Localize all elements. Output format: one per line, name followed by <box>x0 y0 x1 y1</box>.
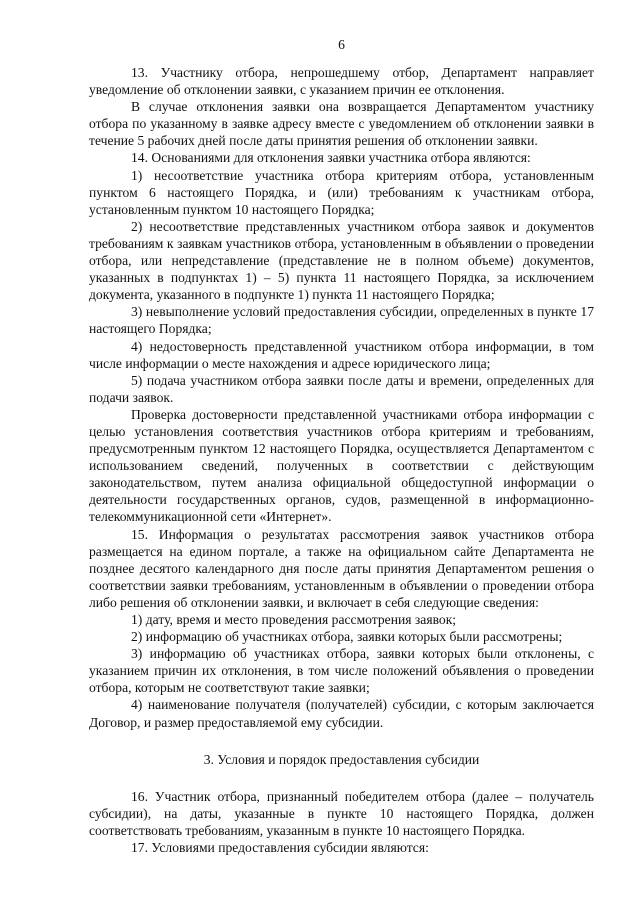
paragraph-15-item-4: 4) наименование получателя (получателей) субсидии, с которым заключается Договор, и размер предоставляемой ему субсидии. <box>89 697 594 730</box>
paragraph-13: 13. Участнику отбора, непрошедшему отбор, Департамент направляет уведомление об отклонении заявки, с указанием причин ее отклонения. <box>89 65 594 98</box>
body-text-before <box>89 64 594 731</box>
paragraph-14-item-4: 4) недостоверность представленной участником отбора информации, в том числе информации о месте нахождения и адресе юридического лица; <box>89 338 594 371</box>
paragraph-verification: Проверка достоверности представленной участниками отбора информации с целью установления соответствия участников отбора критериям и требованиям, предусмотренным пунктом 12 настоящего Порядка, осуществляется Департаментом с использованием сведений, полученных в соответствии с действующим законодательством, путем анализа официальной общедоступной информации о деятельности государственных органов, судов, размещенной в информационно-телекоммуникационной сети «Интернет». <box>89 406 594 525</box>
paragraph-15-item-2: 2) информацию об участниках отбора, заявки которых были рассмотрены; <box>131 629 563 645</box>
paragraph-15: 15. Информация о результатах рассмотрения заявок участников отбора размещается на едином портале, а также на официальном сайте Департамента не позднее десятого календарного дня после даты принятия Департаментом решения о соответствии заявки требованиям, установленным в объявлении о проведении отбора либо решения об отклонении заявки, и включает в себя следующие сведения: <box>89 526 594 610</box>
paragraph-15-item-3: 3) информацию об участниках отбора, заявки которых были отклонены, с указанием причин их отклонения, в том числе положений объявления о проведении отбора, которым не соответствуют такие заявки; <box>89 646 594 696</box>
paragraph-13-return: В случае отклонения заявки она возвращается Департаментом участнику отбора по указанному в заявке адресу вместе с уведомлением об отклонении заявки в течение 5 рабочих дней после даты принятия решения об отклонении заявки. <box>89 99 594 149</box>
body-text-after <box>89 788 594 856</box>
paragraph-17: 17. Условиями предоставления субсидии являются: <box>131 839 429 855</box>
paragraph-14-item-2: 2) несоответствие представленных участником отбора заявок и документов требованиям к заявкам участников отбора, установленным в объявлении о проведении отбора, или непредставление (представление не в полном объеме) документов, указанных в подпунктах 1) – 5) пункта 11 настоящего Порядка, за исключением документа, указанного в подпункте 1) пункта 11 настоящего Порядка; <box>89 218 594 303</box>
paragraph-14-item-3: 3) невыполнение условий предоставления субсидии, определенных в пункте 17 настоящего Порядка; <box>89 304 594 337</box>
page-number: 6 <box>338 37 345 52</box>
paragraph-16: 16. Участник отбора, признанный победителем отбора (далее – получатель субсидии), на даты, указанные в пункте 10 настоящего Порядка, должен соответствовать требованиям, указанным в пункте 10 настоящего Порядка. <box>89 788 594 838</box>
paragraph-15-item-1: 1) дату, время и место проведения рассмотрения заявок; <box>131 612 457 627</box>
paragraph-14: 14. Основаниями для отклонения заявки участника отбора являются: <box>131 150 531 166</box>
paragraph-14-item-1: 1) несоответствие участника отбора критериям отбора, установленным пунктом 6 настоящего Порядка, и (или) требованиям к участникам отбора, установленным пунктом 10 настоящего Порядка; <box>89 167 594 217</box>
section-heading: 3. Условия и порядок предоставления субсидии <box>203 751 480 767</box>
paragraph-14-item-5: 5) подача участником отбора заявки после даты и времени, определенных для подачи заявок. <box>89 372 594 405</box>
